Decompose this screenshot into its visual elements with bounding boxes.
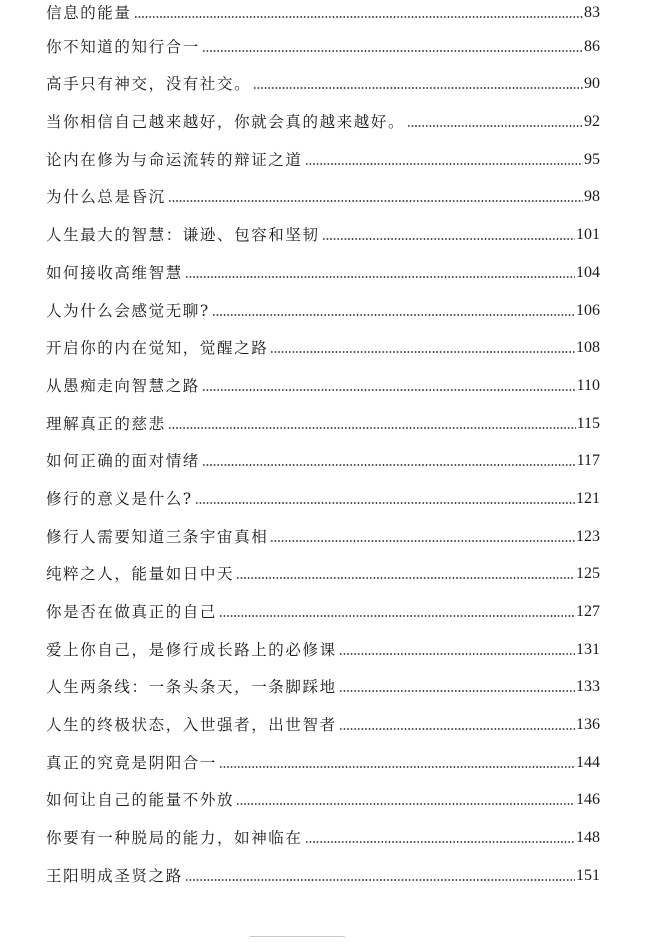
toc-entry-page: 104 bbox=[576, 263, 600, 281]
toc-entry-title: 真正的究竟是阴阳合一 bbox=[46, 753, 218, 772]
toc-entry-title: 人为什么会感觉无聊? bbox=[46, 301, 210, 320]
toc-entry-title: 信息的能量 bbox=[46, 4, 132, 22]
toc-entry-page: 106 bbox=[576, 301, 600, 319]
toc-entry-title: 如何接收高维智慧 bbox=[46, 263, 183, 282]
toc-entry-title: 论内在修为与命运流转的辩证之道 bbox=[46, 150, 303, 169]
toc-entry-title: 当你相信自己越来越好，你就会真的越来越好。 bbox=[46, 113, 406, 132]
toc-dot-leader bbox=[407, 125, 583, 127]
toc-entry-page: 101 bbox=[576, 226, 600, 244]
toc-entry-title: 从愚痴走向智慧之路 bbox=[46, 376, 200, 395]
toc-entry[interactable] bbox=[46, 328, 600, 366]
toc-entry-page: 146 bbox=[576, 791, 600, 809]
toc-entry-page: 133 bbox=[576, 678, 600, 696]
toc-dot-leader bbox=[212, 314, 575, 316]
toc-entry[interactable] bbox=[46, 554, 600, 592]
toc-entry-page: 83 bbox=[584, 4, 600, 21]
toc-entry-page: 117 bbox=[576, 452, 600, 470]
toc-entry-page: 95 bbox=[584, 150, 600, 168]
toc-entry-page: 144 bbox=[576, 753, 600, 771]
toc-dot-leader bbox=[134, 16, 583, 18]
toc-entry[interactable] bbox=[46, 101, 600, 139]
toc-dot-leader bbox=[202, 389, 576, 391]
toc-entry[interactable] bbox=[46, 365, 600, 403]
toc-entry-title: 你是否在做真正的自己 bbox=[46, 603, 218, 621]
toc-entry-page: 131 bbox=[576, 640, 600, 658]
toc-entry[interactable] bbox=[46, 704, 600, 742]
toc-entry-title: 人生的终极状态，入世强者，出世智者 bbox=[46, 716, 337, 735]
toc-dot-leader bbox=[339, 728, 575, 730]
toc-entry-title: 人生最大的智慧：谦逊、包容和坚韧 bbox=[46, 226, 320, 245]
toc-entry[interactable] bbox=[46, 441, 600, 479]
toc-dot-leader bbox=[270, 540, 575, 542]
toc-entry[interactable] bbox=[46, 817, 600, 855]
toc-entry-page: 125 bbox=[576, 565, 600, 583]
toc-dot-leader bbox=[270, 351, 575, 353]
toc-dot-leader bbox=[168, 427, 576, 429]
toc-entry[interactable] bbox=[46, 667, 600, 705]
toc-entry[interactable] bbox=[46, 516, 600, 554]
toc-entry[interactable] bbox=[46, 290, 600, 328]
toc-dot-leader bbox=[185, 879, 575, 881]
toc-entry-page: 123 bbox=[576, 527, 600, 545]
toc-dot-leader bbox=[202, 464, 576, 466]
toc-entry-title: 如何正确的面对情绪 bbox=[46, 452, 200, 471]
toc-entry-page: 151 bbox=[576, 866, 600, 884]
table-of-contents bbox=[46, 0, 600, 893]
toc-dot-leader bbox=[219, 615, 575, 617]
toc-entry-title: 修行的意义是什么? bbox=[46, 489, 193, 508]
toc-entry[interactable] bbox=[46, 629, 600, 667]
toc-entry[interactable] bbox=[46, 855, 600, 893]
toc-dot-leader bbox=[202, 50, 583, 52]
toc-entry[interactable] bbox=[46, 252, 600, 290]
toc-entry-title: 你不知道的知行合一 bbox=[46, 37, 200, 56]
toc-entry-page: 110 bbox=[576, 376, 600, 394]
toc-entry-title: 修行人需要知道三条宇宙真相 bbox=[46, 527, 269, 546]
toc-entry-page: 108 bbox=[576, 339, 600, 357]
toc-entry-title: 高手只有神交，没有社交。 bbox=[46, 75, 252, 94]
toc-entry-title: 王阳明成圣贤之路 bbox=[46, 866, 183, 885]
toc-entry-title: 纯粹之人，能量如日中天 bbox=[46, 565, 235, 584]
toc-dot-leader bbox=[322, 238, 575, 240]
toc-entry[interactable] bbox=[46, 591, 600, 629]
toc-entry[interactable] bbox=[46, 177, 600, 215]
toc-dot-leader bbox=[253, 87, 583, 89]
toc-entry[interactable] bbox=[46, 64, 600, 102]
toc-dot-leader bbox=[195, 502, 575, 504]
toc-entry[interactable] bbox=[46, 742, 600, 780]
toc-entry[interactable] bbox=[46, 403, 600, 441]
toc-entry-page: 90 bbox=[584, 75, 600, 93]
toc-entry-page: 121 bbox=[576, 489, 600, 507]
toc-entry-title: 开启你的内在觉知，觉醒之路 bbox=[46, 339, 269, 358]
toc-dot-leader bbox=[219, 766, 575, 768]
toc-entry-title: 爱上你自己，是修行成长路上的必修课 bbox=[46, 640, 337, 659]
toc-entry[interactable] bbox=[46, 139, 600, 177]
toc-entry-title: 为什么总是昏沉 bbox=[46, 188, 166, 207]
toc-entry[interactable] bbox=[46, 478, 600, 516]
toc-dot-leader bbox=[168, 200, 583, 202]
toc-dot-leader bbox=[236, 577, 575, 579]
toc-entry-page: 127 bbox=[576, 603, 600, 620]
toc-entry-title: 人生两条线：一条头条天，一条脚踩地 bbox=[46, 678, 337, 697]
toc-entry-page: 136 bbox=[576, 716, 600, 734]
toc-entry-page: 148 bbox=[576, 829, 600, 847]
toc-dot-leader bbox=[305, 841, 575, 843]
toc-entry-title: 如何让自己的能量不外放 bbox=[46, 791, 235, 810]
toc-dot-leader bbox=[305, 163, 583, 165]
toc-entry[interactable] bbox=[46, 214, 600, 252]
toc-entry-page: 98 bbox=[584, 188, 600, 206]
toc-dot-leader bbox=[236, 803, 575, 805]
toc-entry-page: 86 bbox=[584, 37, 600, 55]
toc-dot-leader bbox=[339, 653, 575, 655]
toc-entry[interactable] bbox=[46, 780, 600, 818]
toc-entry-page: 115 bbox=[576, 414, 600, 432]
toc-entry-title: 理解真正的慈悲 bbox=[46, 414, 166, 433]
toc-dot-leader bbox=[339, 690, 575, 692]
toc-entry-title: 你要有一种脱局的能力，如神临在 bbox=[46, 829, 303, 848]
toc-entry[interactable] bbox=[46, 0, 600, 26]
toc-entry-page: 92 bbox=[584, 113, 600, 131]
toc-entry[interactable] bbox=[46, 26, 600, 64]
toc-dot-leader bbox=[185, 276, 575, 278]
